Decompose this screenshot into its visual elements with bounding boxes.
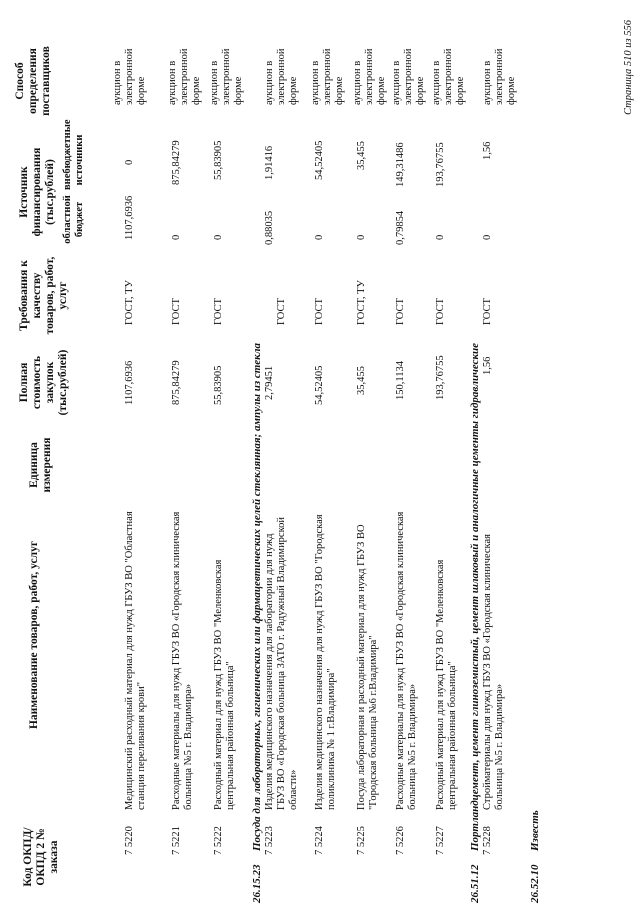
row-extra: 35,455 bbox=[356, 141, 367, 170]
row-code: 7 5224 bbox=[314, 826, 325, 855]
row-budget: 0 bbox=[314, 234, 325, 240]
row-total: 1,56 bbox=[482, 356, 493, 375]
row-code: 7 5220 bbox=[124, 826, 135, 855]
row-extra: 875,84279 bbox=[171, 140, 182, 185]
row-code: 7 5225 bbox=[356, 826, 367, 855]
row-method: аукцион в электронной форме bbox=[431, 48, 466, 105]
section-code: 26.52.10 bbox=[529, 864, 541, 903]
row-total: 54,52405 bbox=[314, 365, 325, 405]
row-total: 1107,6936 bbox=[124, 360, 135, 405]
row-req: ГОСТ bbox=[395, 298, 406, 325]
row-extra: 1,91416 bbox=[264, 145, 275, 180]
section-title: Посуда для лабораторных, гигиенических или фармацевтических целей стеклянная; ампулы из стекла bbox=[251, 342, 263, 851]
row-req: ГОСТ bbox=[276, 298, 287, 325]
row-name: Стройматериалы для нужд ГБУЗ ВО «Городская клиническая больница №5 г. Владимира» bbox=[482, 534, 505, 810]
header-unit: Единица измерения bbox=[28, 437, 53, 493]
row-total: 55,83905 bbox=[213, 365, 224, 405]
row-method: аукцион в электронной форме bbox=[167, 48, 202, 105]
row-req: ГОСТ, ТУ bbox=[124, 280, 135, 325]
header-total: Полная стоимость закупок (тыс.рублей) bbox=[18, 349, 69, 416]
section-title: Портландцемент, цемент глиноземистый, цемент шлаковый и аналогичные цементы гидравлические bbox=[469, 342, 481, 851]
row-budget: 0,88035 bbox=[264, 210, 275, 245]
row-name: Изделия медицинского назначения для лаборатории для нужд ГБУЗ ВО «Городская больница ЗАТО г. Радужный Владимирской области» bbox=[264, 516, 299, 810]
row-name: Изделия медицинского назначения для нужд ГБУЗ ВО "Городская поликлиника № 1 г.Владимира" bbox=[314, 514, 337, 810]
row-extra: 54,52405 bbox=[314, 140, 325, 180]
section-code: 26.15.23 bbox=[251, 864, 263, 903]
header-source-extra: внебюджетные источники bbox=[62, 119, 85, 190]
row-req: ГОСТ, ТУ bbox=[356, 280, 367, 325]
row-total: 35,455 bbox=[356, 366, 367, 395]
row-req: ГОСТ bbox=[314, 298, 325, 325]
row-name: Расходные материалы для нужд ГБУЗ ВО «Городская клиническая больница №5 г. Владимира» bbox=[395, 511, 418, 810]
row-code: 7 5227 bbox=[435, 826, 446, 855]
row-budget: 0 bbox=[356, 234, 367, 240]
section-code: 26.51.12 bbox=[469, 864, 481, 903]
page-number: Страница 510 из 556 bbox=[623, 20, 634, 116]
header-method: Способ определения поставщиков bbox=[14, 46, 52, 116]
row-budget: 1107,6936 bbox=[124, 195, 135, 240]
row-req: ГОСТ bbox=[171, 298, 182, 325]
row-budget: 0 bbox=[213, 234, 224, 240]
row-code: 7 5223 bbox=[264, 826, 275, 855]
row-method: аукцион в электронной форме bbox=[264, 48, 299, 105]
row-budget: 0 bbox=[482, 234, 493, 240]
header-source-budget: областной бюджет bbox=[62, 195, 85, 244]
row-req: ГОСТ bbox=[435, 298, 446, 325]
row-name: Посуда лабораторная и расходный материал для нужд ГБУЗ ВО "Городская больница №6 г.Владимира" bbox=[356, 524, 379, 810]
row-extra: 0 bbox=[124, 159, 135, 165]
row-method: аукцион в электронной форме bbox=[352, 48, 387, 105]
row-budget: 0 bbox=[435, 234, 446, 240]
row-name: Расходный материал для нужд ГБУЗ ВО "Меленковская центральная районная больница" bbox=[213, 559, 236, 810]
row-extra: 193,76755 bbox=[435, 142, 446, 187]
row-code: 7 5221 bbox=[171, 826, 182, 855]
row-budget: 0 bbox=[171, 234, 182, 240]
row-code: 7 5228 bbox=[482, 826, 493, 855]
row-method: аукцион в электронной форме bbox=[391, 48, 426, 105]
row-method: аукцион в электронной форме bbox=[209, 48, 244, 105]
row-method: аукцион в электронной форме bbox=[112, 48, 147, 105]
row-code: 7 5222 bbox=[213, 826, 224, 855]
row-extra: 149,31486 bbox=[395, 142, 406, 187]
header-code: Код ОКПД/ ОКПД 2 № заказа bbox=[22, 827, 60, 887]
section-title: Известь bbox=[529, 810, 541, 851]
header-source: Источник финансирования (тыс.рублей) bbox=[18, 147, 56, 237]
row-budget: 0,79854 bbox=[395, 210, 406, 245]
row-name: Медицинский расходный материал для нужд ГБУЗ ВО "Областная станция переливания крови" bbox=[124, 511, 147, 810]
row-method: аукцион в электронной форме bbox=[482, 48, 517, 105]
row-extra: 55,83905 bbox=[213, 140, 224, 180]
row-req: ГОСТ bbox=[482, 298, 493, 325]
row-total: 193,76755 bbox=[435, 355, 446, 400]
row-code: 7 5226 bbox=[395, 826, 406, 855]
row-total: 875,84279 bbox=[171, 360, 182, 405]
header-name: Наименование товаров, работ, услуг bbox=[28, 540, 40, 730]
row-extra: 1,56 bbox=[482, 141, 493, 160]
row-req: ГОСТ bbox=[213, 298, 224, 325]
row-name: Расходный материал для нужд ГБУЗ ВО "Меленковская центральная районная больница" bbox=[435, 559, 458, 810]
row-total: 2,79451 bbox=[264, 365, 275, 400]
row-method: аукцион в электронной форме bbox=[310, 48, 345, 105]
header-requirements: Требования к качеству товаров, работ, услуг bbox=[18, 256, 69, 335]
row-total: 150,1134 bbox=[395, 361, 406, 400]
row-name: Расходные материалы для нужд ГБУЗ ВО «Городская клиническая больница №5 г. Владимира» bbox=[171, 511, 194, 810]
